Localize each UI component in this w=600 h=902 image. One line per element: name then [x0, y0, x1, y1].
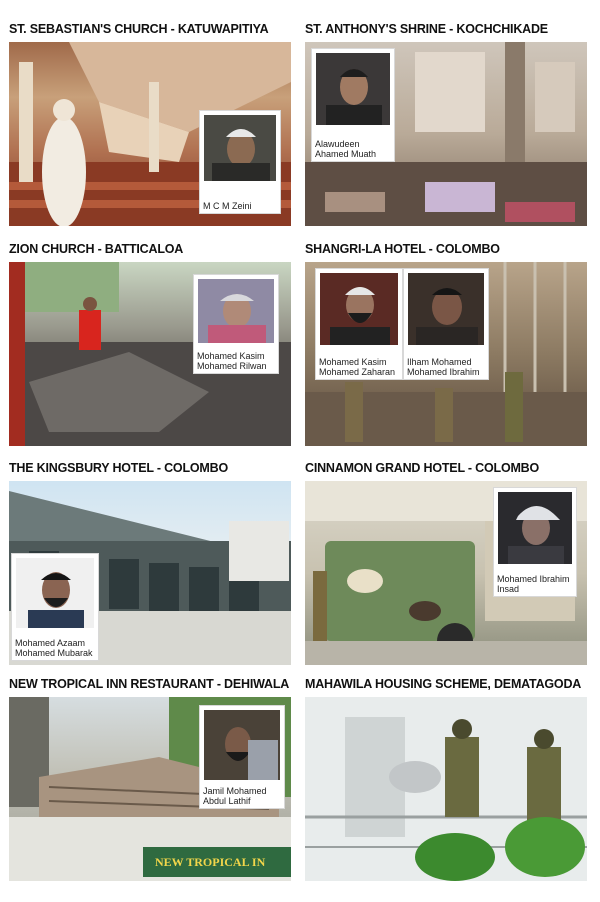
scene-photo-hotel-entrance	[305, 481, 587, 665]
suspect-portrait	[315, 268, 403, 380]
panel-title: SHANGRI-LA HOTEL - COLOMBO	[305, 242, 500, 256]
suspect-portrait	[403, 268, 489, 380]
scene-photo-church-exterior	[9, 262, 291, 446]
suspect-photo	[198, 279, 274, 343]
scene-photo-hotel-facade	[9, 481, 291, 665]
suspect-photo	[316, 53, 390, 125]
suspect-name-line1: Ilham Mohamed	[407, 357, 472, 367]
suspect-portrait	[193, 274, 279, 374]
suspect-name-line2: Mohamed Mubarak	[15, 648, 93, 658]
panel-title: ST. ANTHONY'S SHRINE - KOCHCHIKADE	[305, 22, 548, 36]
panel-title: ST. SEBASTIAN'S CHURCH - KATUWAPITIYA	[9, 22, 269, 36]
panel-title: THE KINGSBURY HOTEL - COLOMBO	[9, 461, 228, 475]
scene-photo-hotel-restaurant	[305, 262, 587, 446]
suspect-photo	[204, 710, 280, 780]
suspect-name-line2: Abdul Lathif	[203, 796, 251, 806]
scene-photo-church-interior	[9, 42, 291, 226]
suspect-photo	[408, 273, 484, 345]
scene-photo-housing-scheme	[305, 697, 587, 881]
restaurant-sign: NEW TROPICAL IN	[143, 847, 291, 877]
suspect-name-line2: Ahamed Muath	[315, 149, 377, 159]
suspect-name-line1: M C M Zeini	[203, 201, 252, 211]
suspect-name-line1: Mohamed Kasim	[197, 351, 265, 361]
suspect-name-line1: Jamil Mohamed	[203, 786, 267, 796]
soldiers-balcony-illustration	[305, 697, 587, 881]
panel-title: MAHAWILA HOUSING SCHEME, DEMATAGODA	[305, 677, 582, 691]
scene-photo-restaurant	[9, 697, 291, 881]
suspect-portrait	[199, 705, 285, 809]
suspect-name-line1: Mohamed Ibrahim	[497, 574, 570, 584]
suspect-portrait	[493, 487, 577, 597]
panel-title: NEW TROPICAL INN RESTAURANT - DEHIWALA	[9, 677, 290, 691]
suspect-portrait	[199, 110, 281, 214]
scene-photo-shrine	[305, 42, 587, 226]
suspect-portrait	[311, 48, 395, 162]
suspect-name-line1: Mohamed Azaam	[15, 638, 86, 648]
suspect-photo	[498, 492, 572, 564]
panel-title: ZION CHURCH - BATTICALOA	[9, 242, 184, 256]
suspect-portrait	[11, 553, 99, 661]
suspect-name-line1: Alawudeen	[315, 139, 360, 149]
suspect-name-line2: Mohamed Zaharan	[319, 367, 396, 377]
suspect-photo	[204, 115, 276, 181]
suspect-name-line2: Mohamed Ibrahim	[407, 367, 480, 377]
suspect-name-line2: Insad	[497, 584, 520, 594]
suspect-name-line2: Mohamed Rilwan	[197, 361, 267, 371]
panel-title: CINNAMON GRAND HOTEL - COLOMBO	[305, 461, 540, 475]
suspect-name-line1: Mohamed Kasim	[319, 357, 387, 367]
suspect-photo	[320, 273, 398, 345]
suspect-photo	[16, 558, 94, 628]
